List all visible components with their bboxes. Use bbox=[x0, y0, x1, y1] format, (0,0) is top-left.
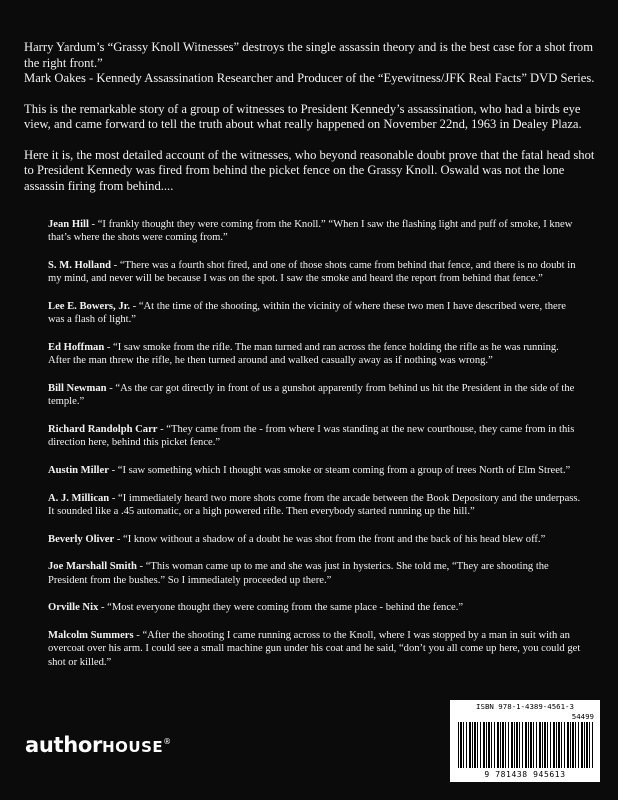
witness-quote bbox=[48, 533, 583, 546]
witness-name: Bill Newman bbox=[48, 383, 107, 394]
witness-quote bbox=[48, 300, 583, 327]
witness-statement: - “They came from the - from where I was standing at the new courthouse, they came from in this direction here, behind this picket fence.” bbox=[48, 424, 575, 449]
witness-statement: - “I saw something which I thought was smoke or steam coming from a group of trees North of Elm Street.” bbox=[108, 465, 571, 476]
witness-quote bbox=[48, 464, 583, 477]
isbn-barcode bbox=[450, 700, 600, 782]
witness-statement: - “I know without a shadow of a doubt he was shot from the front and the back of his head blew off.” bbox=[114, 533, 546, 545]
intro-review-quote: Harry Yardum’s “Grassy Knoll Witnesses” destroys the single assassin theory and is the best case for a shot from the right front.” bbox=[24, 40, 594, 70]
witness-name: Beverly Oliver bbox=[48, 533, 115, 545]
barcode-bars-icon bbox=[458, 722, 594, 768]
witness-quote bbox=[48, 341, 583, 368]
price-code: 54499 bbox=[571, 712, 594, 721]
witness-name: Malcolm Summers bbox=[48, 629, 134, 641]
witness-quote bbox=[48, 629, 583, 669]
witness-statement: - “As the car got directly in front of us a gunshot apparently from behind us hit the President in the side of the temple.” bbox=[48, 383, 575, 408]
witness-name: Richard Randolph Carr bbox=[48, 424, 158, 435]
witness-quote bbox=[48, 492, 583, 519]
intro-story-paragraph: This is the remarkable story of a group of witnesses to President Kennedy’s assassination, who had a birds eye view, and came forward to tell the truth about what really happened on November 22nd, 1963 in Dealey Plaza. bbox=[24, 101, 582, 131]
witness-quotes bbox=[48, 218, 583, 683]
witness-statement: - “I immediately heard two more shots come from the arcade between the Book Depository and the underpass. It sounded like a .45 automatic, or a high powered rifle. Then everybody started running up the hill.” bbox=[48, 492, 581, 517]
witness-name: Orville Nix bbox=[48, 602, 99, 614]
registered-mark: ® bbox=[163, 737, 171, 746]
witness-name: Lee E. Bowers, Jr. bbox=[48, 301, 130, 312]
intro-thesis-paragraph: Here it is, the most detailed account of the witnesses, who beyond reasonable doubt prove that the fatal head shot to President Kennedy was fired from behind the picket fence on the Grassy Knoll. Oswald was not the lone assassin firing from behind.... bbox=[24, 147, 595, 193]
witness-statement: - “Most everyone thought they were coming from the same place - behind the fence.” bbox=[98, 602, 464, 614]
witness-statement: - “I frankly thought they were coming from the Knoll.” “When I saw the flashing light and puff of smoke, I knew that’s where the shots were coming from.” bbox=[48, 219, 573, 244]
witness-name: Austin Miller bbox=[48, 465, 109, 476]
ean-number: 9 781438 945613 bbox=[484, 770, 566, 779]
publisher-logo-author: author bbox=[25, 733, 103, 757]
witness-statement: - “I saw smoke from the rifle. The man turned and ran across the fence holding the rifle as he was running. After the man threw the rifle, he then turned around and walked casually away as if nothing was wrong.” bbox=[48, 342, 559, 367]
witness-quote bbox=[48, 259, 583, 286]
intro-block bbox=[24, 40, 599, 209]
witness-name: Joe Marshall Smith bbox=[48, 561, 137, 573]
publisher-logo bbox=[25, 733, 171, 757]
witness-name: S. M. Holland bbox=[48, 260, 111, 271]
witness-quote bbox=[48, 560, 583, 587]
publisher-logo-house: HOUSE bbox=[102, 738, 164, 756]
witness-quote bbox=[48, 601, 583, 614]
witness-statement: - “After the shooting I came running across to the Knoll, where I was stopped by a man in suit with an overcoat over his arm. I could see a small machine gun under his coat and he said, “don’t you all come up here, you could get shot or killed.” bbox=[48, 629, 581, 668]
witness-statement: - “At the time of the shooting, within the vicinity of where these two men I have described were, there was a flash of light.” bbox=[48, 301, 566, 326]
witness-name: Jean Hill bbox=[48, 219, 89, 230]
witness-name: Ed Hoffman bbox=[48, 342, 105, 353]
witness-quote bbox=[48, 382, 583, 409]
witness-statement: - “This woman came up to me and she was just in hysterics. She told me, “They are shooting the President from the bushes.” So I immediately proceeded up there.” bbox=[48, 561, 549, 586]
isbn-number: ISBN 978-1-4389-4561-3 bbox=[476, 702, 574, 711]
intro-review-attribution: Mark Oakes - Kennedy Assassination Researcher and Producer of the “Eyewitness/JFK Real Facts” DVD Series. bbox=[24, 71, 595, 85]
witness-quote bbox=[48, 218, 583, 245]
witness-statement: - “There was a fourth shot fired, and one of those shots came from behind that fence, and there is no doubt in my mind, and never will be because I was on the spot. I saw the smoke and heard the report from behind that fence.” bbox=[48, 260, 576, 285]
witness-quote bbox=[48, 423, 583, 450]
witness-name: A. J. Millican bbox=[48, 492, 110, 504]
